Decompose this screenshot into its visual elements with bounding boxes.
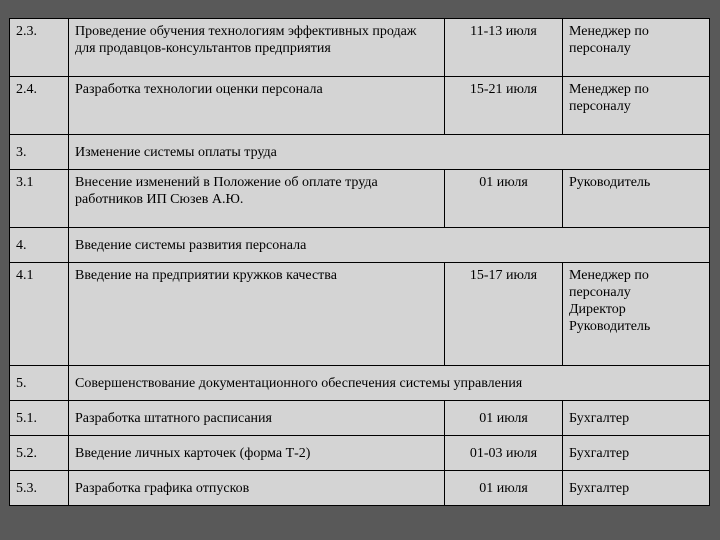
task-responsible — [563, 471, 710, 506]
action-plan-table — [9, 18, 710, 506]
task-date: 01 июля — [445, 170, 563, 228]
task-responsible — [563, 170, 710, 228]
task-date: 01 июля — [445, 471, 563, 506]
responsible-name: Бухгалтер — [569, 481, 630, 496]
section-title: Совершенствование документационного обеспечения системы управления — [69, 366, 710, 401]
responsible-name: Менеджер по персоналу — [569, 24, 649, 56]
section-title: Изменение системы оплаты труда — [69, 135, 710, 170]
responsible-name: Руководитель — [569, 319, 651, 334]
item-number: 2.3. — [10, 19, 69, 77]
table-row — [10, 77, 710, 135]
section-title: Введение системы развития персонала — [69, 228, 710, 263]
task-date: 01-03 июля — [445, 436, 563, 471]
task-description: Введение на предприятии кружков качества — [69, 263, 445, 366]
table-row — [10, 170, 710, 228]
responsible-name: Бухгалтер — [569, 411, 630, 426]
responsible-name: Директор — [569, 302, 626, 317]
item-number: 3.1 — [10, 170, 69, 228]
item-number: 5.3. — [10, 471, 69, 506]
task-description: Внесение изменений в Положение об оплате труда работников ИП Сюзев А.Ю. — [69, 170, 445, 228]
item-number: 5.2. — [10, 436, 69, 471]
task-responsible — [563, 77, 710, 135]
responsible-name: Менеджер по персоналу — [569, 82, 649, 114]
section-number: 5. — [10, 366, 69, 401]
item-number: 5.1. — [10, 401, 69, 436]
section-number: 4. — [10, 228, 69, 263]
task-responsible — [563, 263, 710, 366]
responsible-name: Руководитель — [569, 175, 651, 190]
table-row — [10, 19, 710, 77]
task-date: 01 июля — [445, 401, 563, 436]
section-row — [10, 228, 710, 263]
task-responsible — [563, 436, 710, 471]
task-date: 15-21 июля — [445, 77, 563, 135]
task-description: Проведение обучения технологиям эффективных продаж для продавцов-консультантов предприятия — [69, 19, 445, 77]
task-date: 15-17 июля — [445, 263, 563, 366]
task-date: 11-13 июля — [445, 19, 563, 77]
section-row — [10, 135, 710, 170]
table-row — [10, 471, 710, 506]
table-row — [10, 263, 710, 366]
responsible-name: Менеджер по персоналу — [569, 268, 649, 300]
responsible-name: Бухгалтер — [569, 446, 630, 461]
table-row — [10, 401, 710, 436]
task-description: Разработка штатного расписания — [69, 401, 445, 436]
section-row — [10, 366, 710, 401]
item-number: 2.4. — [10, 77, 69, 135]
item-number: 4.1 — [10, 263, 69, 366]
task-responsible — [563, 401, 710, 436]
section-number: 3. — [10, 135, 69, 170]
task-responsible — [563, 19, 710, 77]
task-description: Разработка графика отпусков — [69, 471, 445, 506]
task-description: Введение личных карточек (форма Т-2) — [69, 436, 445, 471]
task-description: Разработка технологии оценки персонала — [69, 77, 445, 135]
table-row — [10, 436, 710, 471]
